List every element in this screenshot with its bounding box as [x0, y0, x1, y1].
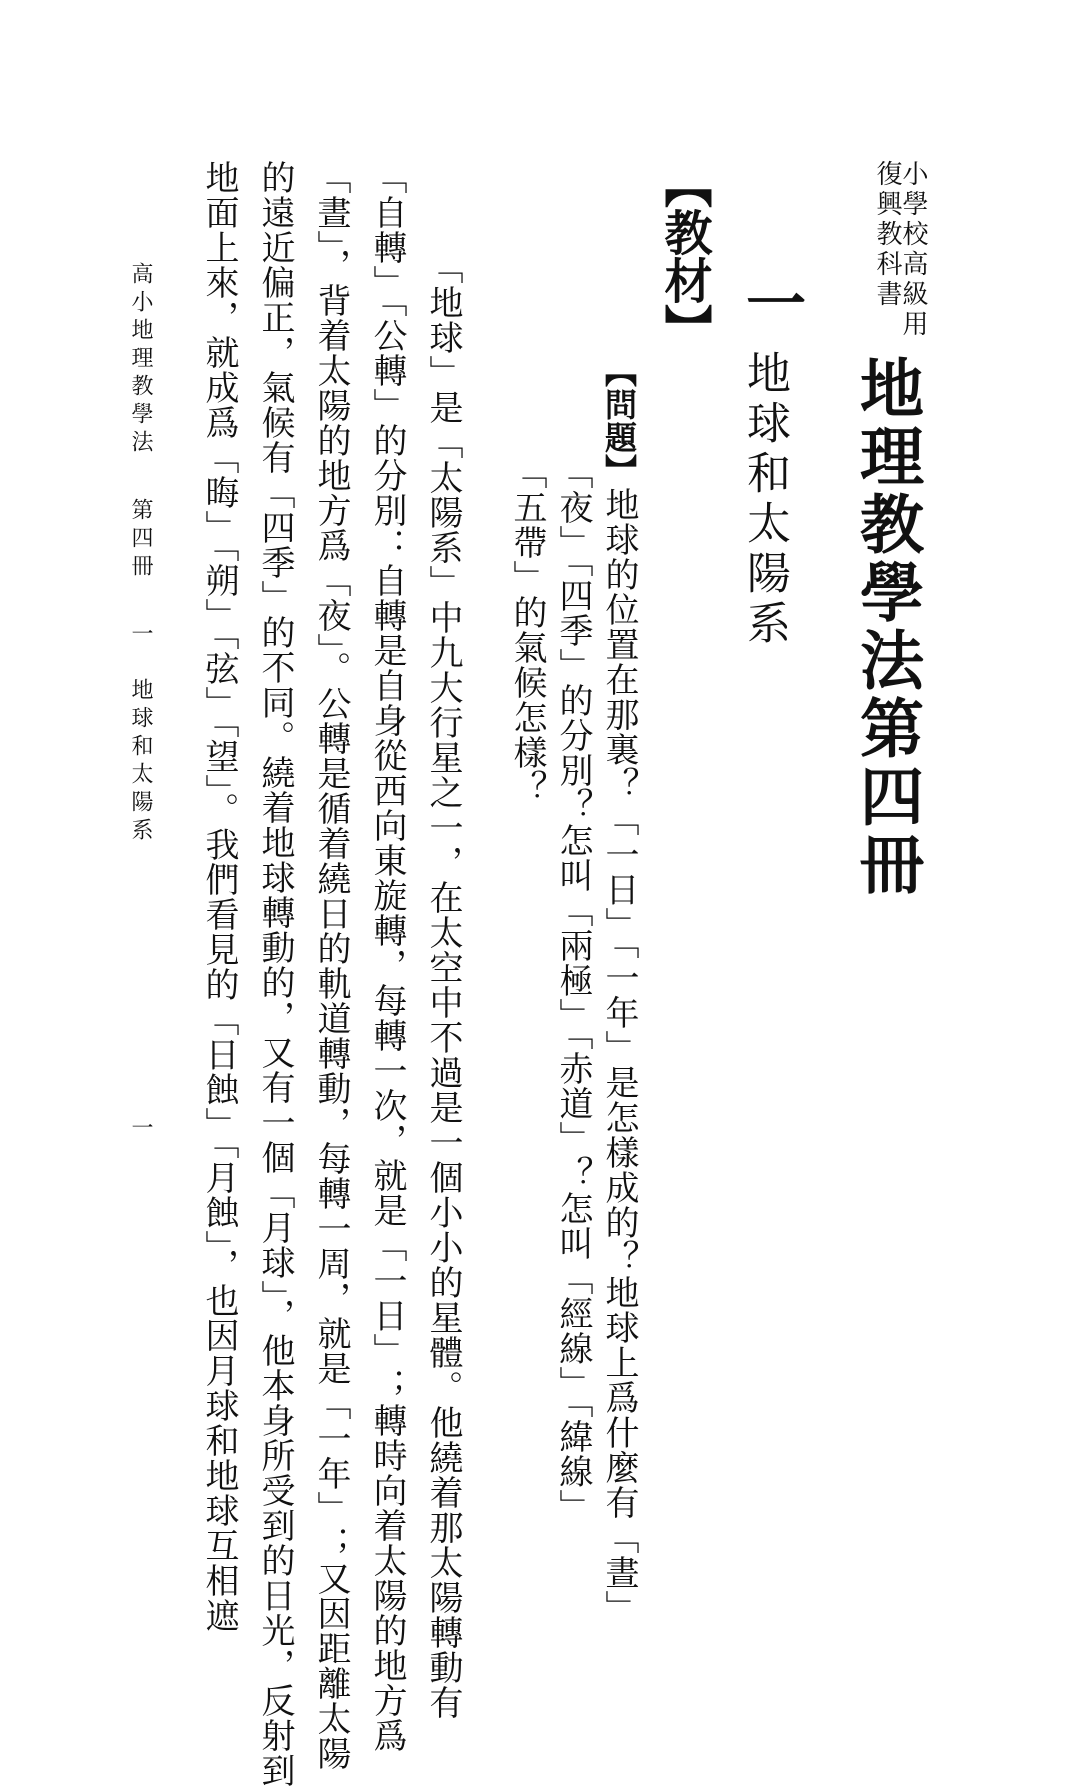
- body-paragraph-1: 「地球」是「太陽系」中九大行星之一，在太空中不過是一個小小的星體。他繞着那太陽轉動有: [423, 250, 463, 1720]
- chapter-number: 一: [736, 272, 806, 332]
- materials-label: 【教材】: [656, 160, 712, 352]
- questions-line-1: 【問題】地球的位置在那裏？「一日」「一年」是怎樣成的？地球上爲什麼有「晝」: [599, 355, 639, 1625]
- series-line-1: 小學校高級用: [898, 160, 928, 340]
- footer-volume: 第四冊: [128, 498, 153, 582]
- body-paragraph-2: 「自轉」「公轉」的分別：自轉是自身從西向東旋轉，每轉一次，就是「一日」；轉時向着太陽的地方爲: [367, 160, 407, 1753]
- series-line-2: 復興教科書: [872, 160, 902, 310]
- footer-book-name: 高小地理教學法: [128, 262, 153, 458]
- questions-section: [498, 355, 639, 1625]
- running-footer: [129, 262, 151, 1144]
- page-number: 一: [128, 1116, 153, 1144]
- body-paragraph-5: 地面上來，就成爲「晦」「朔」「弦」「望」。我們看見的「日蝕」「月蝕」，也因月球和地球互相遮: [199, 160, 239, 1633]
- materials-body: [180, 160, 463, 1788]
- book-title: 地理教學法第四冊: [849, 355, 924, 899]
- body-paragraph-4: 的遠近偏正，氣候有「四季」的不同。繞着地球轉動的，又有一個「月球」，他本身所受到的日光，反射到: [255, 160, 295, 1788]
- body-paragraph-3: 「晝」，背着太陽的地方爲「夜」。公轉是循着繞日的軌道轉動，每轉一周，就是「一年」；又因距離太陽: [311, 160, 351, 1771]
- questions-label: 【問題】: [600, 355, 638, 487]
- chapter-title: 地球和太陽系: [739, 350, 790, 650]
- footer-chapter-ref: 一 地球和太陽系: [128, 622, 153, 846]
- questions-line-3: 「五帶」的氣候怎樣？: [507, 455, 547, 805]
- series-label: [874, 160, 926, 340]
- questions-line-2: 「夜」「四季」的分別？怎叫「兩極」「赤道」？怎叫「經線」「緯線」: [553, 455, 593, 1524]
